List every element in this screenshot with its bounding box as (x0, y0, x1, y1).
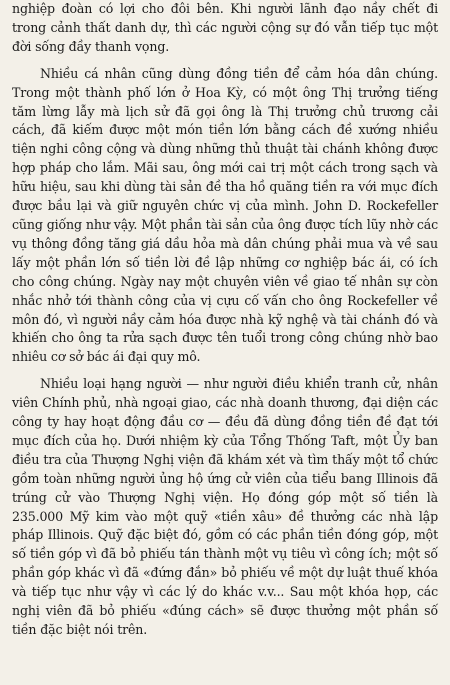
paragraph-illinois: Nhiều loại hạng người — như người điều khiển tranh cử, nhân viên Chính phủ, nhà ngoại giao, các nhà doanh thương, đại diện các công ty hay hoạt động đầu cơ — đều đã dùng đồng tiền đề đạt tới mục đích của họ. Dưới nhiệm kỳ của Tổng Thống Taft, một Ủy ban điều tra của Thượng Nghị viện đã khám xét và tìm thấy một tổ chức gồm toàn những người ủng hộ ứng cử viên của tiểu bang Illinois đã trúng cử vào Thượng Nghị viện. Họ đóng góp một số tiền là 235.000 Mỹ kim vào một quỹ «tiền xâu» đề thưởng các nhà lập pháp Illinois. Quỹ đặc biệt đó, gồm có các phần tiền đóng góp, một số tiền góp vì đã bỏ phiếu tán thành một vụ tiêu vì công ích; một số phần góp khác vì đã «đứng đắn» bỏ phiếu về một dự luật thuế khóa và tiếp tục như vậy vì các lý do khác v.v... Sau một khóa họp, các nghị viên đã bỏ phiếu «đúng cách» sẽ được thưởng một phần số tiền đặc biệt nói trên. (12, 376, 438, 637)
paragraph-continued: nghiệp đoàn có lợi cho đôi bên. Khi người lãnh đạo nầy chết đi trong cảnh thất danh dự, thì các người cộng sự đó vẫn tiếp tục một đời sống đầy thanh vọng. (12, 1, 438, 54)
paragraph-rockefeller: Nhiều cá nhân cũng dùng đồng tiền để cảm hóa dân chúng. Trong một thành phố lớn ở Hoa Kỳ, có một ông Thị trưởng tiếng tăm lừng lẫy mà lịch sử đã gọi ông là Thị trưởng chủ trương cải cách, đã kiếm được một món tiền lớn bằng cách đề xướng nhiều tiện nghi công cộng và dùng những thủ thuật tài chánh không được hợp pháp cho lắm. Mãi sau, ông mới cai trị một cách trong sạch và hữu hiệu, sau khi dùng tài sản đề tha hồ quăng tiền ra với mục đích được bầu lại và giữ nguyên chức vị của mình. John D. Rockefeller cũng giống như vậy. Một phần tài sản của ông được tích lũy nhờ các vụ thông đồng tăng giá dầu hỏa mà dân chúng phải mua và về sau lấy một phần lớn số tiền lời đề lập những cơ nghiệp bác ái, có ích cho công chúng. Ngày nay một chuyên viên về giao tế nhân sự còn nhắc nhở tới thành công của vị cựu cố vấn cho ông Rockefeller về môn đó, vì người nầy cảm hóa được nhà kỹ nghệ và tài chánh đó và khiến cho ông ta rửa sạch được tên tuổi trong công chúng nhờ bao nhiêu cơ sở bác ái đại quy mô. (12, 65, 438, 365)
body-text (12, 0, 438, 640)
